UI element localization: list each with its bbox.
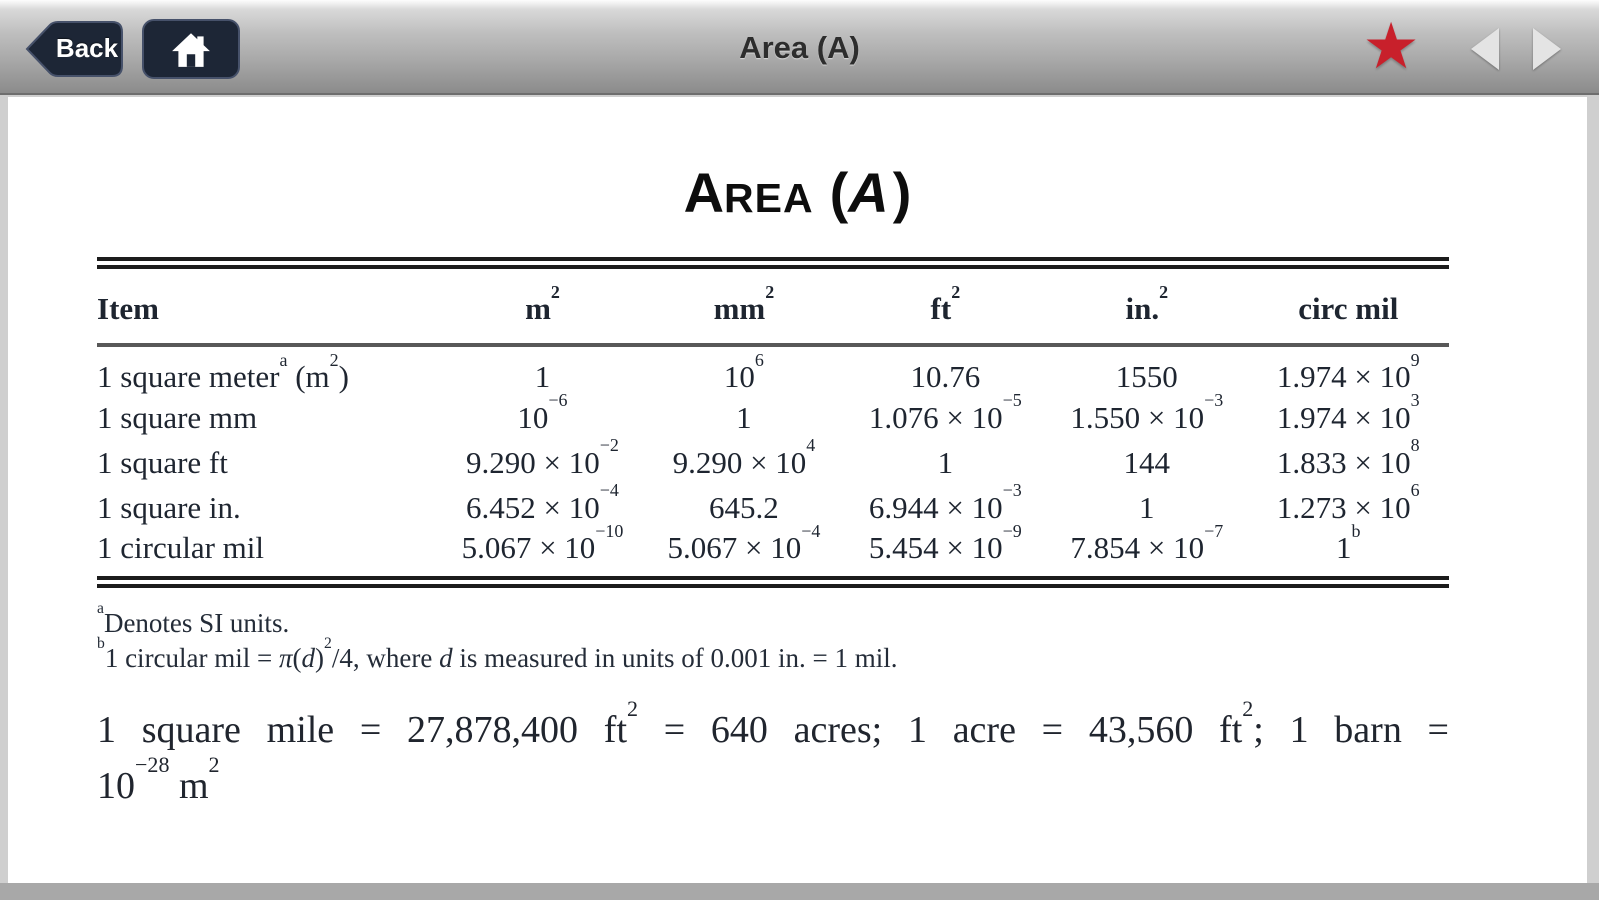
table-row <box>97 345 1449 395</box>
table-cell: 645.2 <box>709 489 779 525</box>
nav-title: Area (A) <box>739 29 860 65</box>
conversion-note-line2: $10^{-28}$ $m^2$ <box>97 752 220 807</box>
table-cell: $9.290 \times 10^{-2}$ <box>466 435 619 480</box>
column-header: circ mil <box>1248 269 1449 345</box>
table-cell: $1.273 \times 10^6$ <box>1276 480 1420 525</box>
table-row <box>97 395 1449 440</box>
conversion-table-section <box>97 257 1449 808</box>
table-cell: $5.454 \times 10^{-9}$ <box>868 520 1022 565</box>
favorite-star-icon[interactable]: ★ <box>1362 10 1420 84</box>
column-header: Item <box>97 269 442 345</box>
navigation-bar <box>0 0 1599 95</box>
table-cell: 144 <box>1123 444 1171 480</box>
table-row <box>97 485 1449 530</box>
table-cell: $1.550 \times 10^{-3}$ <box>1070 390 1224 435</box>
table-cell: 1 <box>1139 489 1155 525</box>
table-cell: 1 <box>736 399 752 435</box>
page-title-cap: A <box>683 161 725 224</box>
table-cell: $1.076 \times 10^{-5}$ <box>868 390 1022 435</box>
table-cell: $10^{-6}$ <box>517 390 568 435</box>
row-label: 1 square ft <box>97 444 228 480</box>
table-bottom-rule <box>97 576 1449 588</box>
table-cell: $9.290 \times 10^4$ <box>672 435 816 480</box>
table-cell: $5.067 \times 10^{-4}$ <box>667 520 821 565</box>
table-cell: $7.854 \times 10^{-7}$ <box>1070 520 1224 565</box>
header-row <box>97 269 1449 345</box>
content-page <box>8 97 1587 883</box>
page-title-paren-close: ) <box>892 161 912 224</box>
page-title <box>8 161 1587 224</box>
table-cell: $6.452 \times 10^{-4}$ <box>466 480 619 525</box>
table-cell: $1.974 \times 10^3$ <box>1276 390 1420 435</box>
table-cell: $5.067 \times 10^{-10}$ <box>461 520 624 565</box>
column-header: $m^2$ <box>442 269 643 345</box>
table-top-rule <box>97 257 1449 269</box>
table-row <box>97 530 1449 576</box>
footnote-a: $^a$Denotes SI units. <box>97 600 290 638</box>
table-footnotes <box>97 600 1449 676</box>
table-header <box>97 269 1449 345</box>
column-header: $mm^2$ <box>643 269 844 345</box>
table-cell: 10.76 <box>910 359 981 394</box>
table-cell: $10^6$ <box>723 349 764 394</box>
page-title-symbol: A <box>848 161 889 224</box>
table-row <box>97 440 1449 485</box>
row-label: 1 square mm <box>97 399 258 435</box>
table-body <box>97 345 1449 576</box>
column-header: in.$^2$ <box>1046 269 1247 345</box>
row-label: 1 square meter$^a$ $(m^2)$ <box>97 349 349 394</box>
conversion-note-line1: 1 square mile = 27,878,400 $ft^2 = 640$ acres; 1 acre = 43,560 $ft^2$; 1 barn = <box>97 696 1449 751</box>
next-page-arrow-icon[interactable] <box>1533 28 1561 70</box>
column-header: $ft^2$ <box>845 269 1046 345</box>
table-cell: 1 <box>937 444 954 480</box>
table-cell: 1550 <box>1115 359 1178 394</box>
footnote-b: $^b$1 circular mil = $\pi(d)^2/4$, where d is measured in units of 0.001 in. = 1 mil. <box>97 635 898 673</box>
page-title-smallcaps: REA <box>724 175 814 221</box>
back-button-label: Back <box>55 32 119 63</box>
table-cell: $6.944 \times 10^{-3}$ <box>868 480 1022 525</box>
conversion-table <box>97 269 1449 576</box>
table-cell: $1.974 \times 10^9$ <box>1276 349 1420 394</box>
table-cell: 1$^b$ <box>1336 520 1361 565</box>
previous-page-arrow-icon[interactable] <box>1471 28 1499 70</box>
page-title-paren-open: ( <box>829 161 849 224</box>
bottom-strip <box>0 883 1599 900</box>
table-cell: $1.833 \times 10^8$ <box>1276 435 1420 480</box>
row-label: 1 circular mil <box>97 530 264 565</box>
row-label: 1 square in. <box>97 489 241 525</box>
table-cell: 1 <box>534 359 551 394</box>
